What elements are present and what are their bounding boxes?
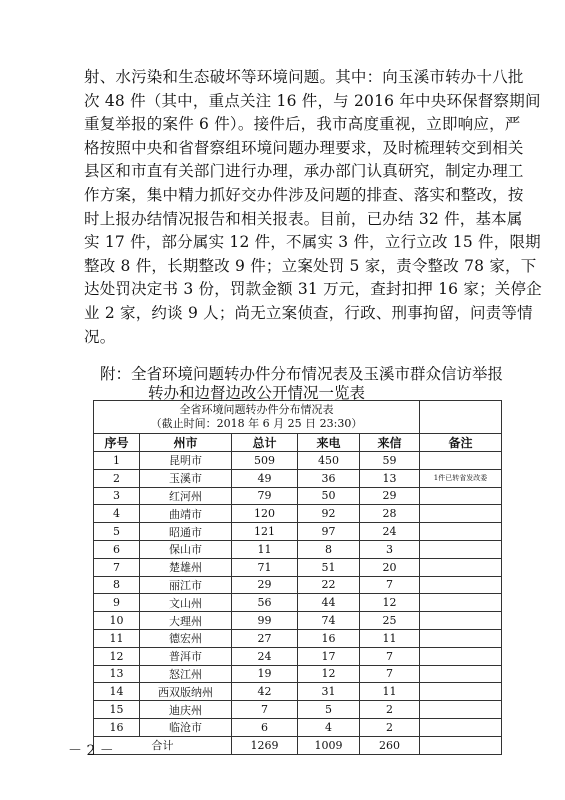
cell-letter: 7 [360,576,420,594]
paragraph-line: 重复举报的案件 6 件）。接件后，我市高度重视，立即响应，严 [84,115,521,134]
table-row [94,469,502,487]
cell-phone: 92 [298,505,360,523]
total-phone: 1009 [298,736,360,754]
table-row [94,594,502,612]
cell-index: 1 [94,452,140,470]
cell-phone: 16 [298,629,360,647]
cell-index: 12 [94,647,140,665]
table-row [94,540,502,558]
table-subtitle: （截止时间：2018 年 6 月 25 日 23:30） [150,417,363,430]
table-title-blank [420,401,502,434]
paragraph-line: 业 2 家，约谈 9 人；尚无立案侦查，行政、刑事拘留，问责等情 [84,303,533,322]
cell-remark [420,665,502,683]
cell-total: 509 [232,452,298,470]
cell-city: 西双版纳州 [140,683,232,701]
cell-city: 普洱市 [140,647,232,665]
paragraph-line: 格按照中央和省督察组环境问题办理要求，及时梳理转交到相关 [84,138,524,157]
total-remark [420,736,502,754]
paragraph-line: 实 17 件，部分属实 12 件，不属实 3 件，立行立改 15 件，限期 [84,233,541,252]
paragraph-line: 况。 [84,327,116,346]
cell-remark [420,683,502,701]
caption-line-1: 附：全省环境问题转办件分布情况表及玉溪市群众信访举报 [100,365,504,383]
cell-index: 7 [94,558,140,576]
table-row [94,701,502,719]
cell-remark [420,523,502,541]
table-row [94,576,502,594]
cell-city: 怒江州 [140,665,232,683]
appendix-caption [100,365,520,403]
cell-index: 11 [94,629,140,647]
cell-phone: 50 [298,487,360,505]
cell-phone: 31 [298,683,360,701]
cell-letter: 29 [360,487,420,505]
cell-total: 19 [232,665,298,683]
cell-letter: 3 [360,540,420,558]
cell-total: 27 [232,629,298,647]
cell-phone: 17 [298,647,360,665]
cell-index: 2 [94,469,140,487]
table-row [94,558,502,576]
cell-letter: 2 [360,718,420,736]
cell-total: 56 [232,594,298,612]
header-index: 序号 [94,434,140,452]
cell-city: 文山州 [140,594,232,612]
header-phone: 来电 [298,434,360,452]
cell-index: 10 [94,612,140,630]
table-row [94,665,502,683]
page-number: － 2 － [68,743,114,759]
cell-total: 42 [232,683,298,701]
table-row [94,505,502,523]
cell-total: 29 [232,576,298,594]
cell-remark [420,487,502,505]
cell-remark [420,540,502,558]
cell-phone: 97 [298,523,360,541]
header-city: 州市 [140,434,232,452]
cell-total: 99 [232,612,298,630]
cell-remark: 1件已转省发改委 [420,469,502,487]
paragraph-line: 县区和市直有关部门进行办理，承办部门认真研究，制定办理工 [84,162,524,181]
distribution-table [93,400,502,755]
cell-city: 丽江市 [140,576,232,594]
total-letter: 260 [360,736,420,754]
cell-index: 9 [94,594,140,612]
cell-remark [420,647,502,665]
cell-phone: 12 [298,665,360,683]
cell-total: 49 [232,469,298,487]
cell-total: 79 [232,487,298,505]
cell-index: 4 [94,505,140,523]
table-row [94,487,502,505]
cell-phone: 22 [298,576,360,594]
cell-index: 8 [94,576,140,594]
cell-letter: 7 [360,647,420,665]
cell-phone: 74 [298,612,360,630]
cell-phone: 450 [298,452,360,470]
cell-index: 6 [94,540,140,558]
body-paragraph [84,66,542,349]
cell-city: 迪庆州 [140,701,232,719]
cell-phone: 8 [298,540,360,558]
cell-letter: 25 [360,612,420,630]
header-remark: 备注 [420,434,502,452]
cell-city: 曲靖市 [140,505,232,523]
table-title-cell [94,401,420,434]
cell-city: 楚雄州 [140,558,232,576]
cell-remark [420,629,502,647]
cell-phone: 44 [298,594,360,612]
cell-total: 24 [232,647,298,665]
paragraph-line: 作方案，集中精力抓好交办件涉及问题的排查、落实和整改，按 [84,185,524,204]
cell-city: 德宏州 [140,629,232,647]
cell-phone: 36 [298,469,360,487]
table-row [94,452,502,470]
cell-letter: 2 [360,701,420,719]
cell-remark [420,594,502,612]
cell-index: 3 [94,487,140,505]
cell-remark [420,505,502,523]
cell-remark [420,612,502,630]
paragraph-line: 次 48 件（其中，重点关注 16 件，与 2016 年中央环保督察期间 [84,91,541,110]
cell-letter: 12 [360,594,420,612]
table-row [94,523,502,541]
cell-index: 5 [94,523,140,541]
cell-letter: 24 [360,523,420,541]
cell-city: 玉溪市 [140,469,232,487]
table-row [94,629,502,647]
cell-letter: 13 [360,469,420,487]
cell-total: 121 [232,523,298,541]
cell-phone: 5 [298,701,360,719]
table-row [94,647,502,665]
caption-line-2: 转办和边督边改公开情况一览表 [148,384,366,402]
cell-remark [420,558,502,576]
cell-index: 16 [94,718,140,736]
cell-phone: 51 [298,558,360,576]
table-header-row [94,434,502,452]
total-label: 合计 [94,736,232,754]
cell-total: 71 [232,558,298,576]
cell-total: 6 [232,718,298,736]
cell-letter: 11 [360,683,420,701]
table-total-row [94,736,502,754]
paragraph-line: 达处罚决定书 3 份，罚款金额 31 万元，查封扣押 16 家；关停企 [84,280,542,299]
cell-letter: 20 [360,558,420,576]
table-row [94,718,502,736]
cell-index: 14 [94,683,140,701]
cell-index: 15 [94,701,140,719]
cell-city: 红河州 [140,487,232,505]
cell-letter: 28 [360,505,420,523]
table-row [94,612,502,630]
cell-city: 昭通市 [140,523,232,541]
cell-total: 120 [232,505,298,523]
cell-total: 7 [232,701,298,719]
cell-remark [420,452,502,470]
cell-total: 11 [232,540,298,558]
cell-phone: 4 [298,718,360,736]
cell-city: 临沧市 [140,718,232,736]
paragraph-line: 射、水污染和生态破坏等环境问题。其中：向玉溪市转办十八批 [84,68,524,86]
cell-remark [420,718,502,736]
table-title: 全省环境问题转办件分布情况表 [179,403,334,416]
header-letter: 来信 [360,434,420,452]
cell-letter: 11 [360,629,420,647]
cell-remark [420,701,502,719]
cell-index: 13 [94,665,140,683]
total-sum: 1269 [232,736,298,754]
cell-remark [420,576,502,594]
paragraph-line: 时上报办结情况报告和相关报表。目前，已办结 32 件，基本属 [84,209,523,228]
cell-city: 昆明市 [140,452,232,470]
cell-city: 保山市 [140,540,232,558]
table-row [94,683,502,701]
cell-letter: 59 [360,452,420,470]
cell-letter: 7 [360,665,420,683]
header-total: 总计 [232,434,298,452]
paragraph-line: 整改 8 件，长期整改 9 件；立案处罚 5 家，责令整改 78 家，下 [84,256,537,275]
cell-city: 大理州 [140,612,232,630]
